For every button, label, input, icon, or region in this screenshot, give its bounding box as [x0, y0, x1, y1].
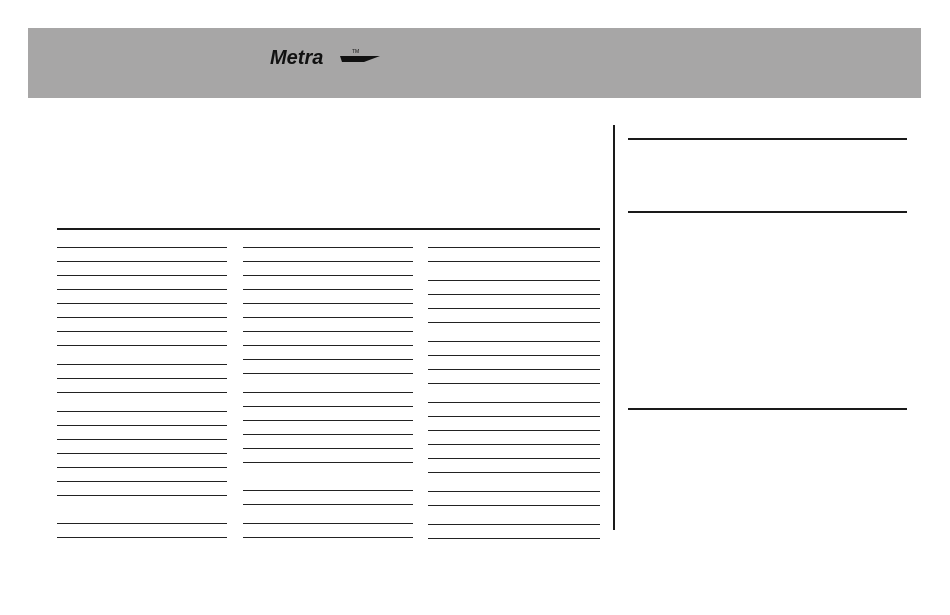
header-band [28, 28, 921, 98]
table-row [57, 275, 227, 276]
table-row [428, 402, 600, 403]
table-row [57, 261, 227, 262]
table-row [57, 495, 227, 496]
right-section-rule-1 [628, 138, 907, 140]
table-row [243, 434, 413, 435]
table-row [57, 411, 227, 412]
table-row [57, 289, 227, 290]
table-row [57, 345, 227, 346]
column-divider [613, 125, 615, 530]
logo-trademark: TM [352, 49, 360, 55]
table-row [57, 364, 227, 365]
table-row [428, 416, 600, 417]
left-table-top-rule [57, 228, 600, 230]
table-row [428, 355, 600, 356]
table-row [57, 303, 227, 304]
table-row [428, 247, 600, 248]
table-row [57, 425, 227, 426]
table-row [243, 373, 413, 374]
table-row [57, 331, 227, 332]
table-row [428, 322, 600, 323]
table-row [243, 275, 413, 276]
table-row [57, 247, 227, 248]
table-row [243, 420, 413, 421]
table-row [243, 247, 413, 248]
table-row [57, 378, 227, 379]
table-row [243, 537, 413, 538]
table-row [243, 317, 413, 318]
table-row [243, 523, 413, 524]
table-row [57, 467, 227, 468]
table-row [428, 369, 600, 370]
table-row [57, 453, 227, 454]
right-section-rule-3 [628, 408, 907, 410]
table-row [57, 439, 227, 440]
logo-wordmark: Metra [270, 47, 324, 69]
table-row [428, 444, 600, 445]
table-row [243, 303, 413, 304]
metra-logo [268, 44, 390, 70]
table-row [57, 317, 227, 318]
table-row [57, 481, 227, 482]
table-row [428, 491, 600, 492]
table-row [243, 448, 413, 449]
table-row [243, 504, 413, 505]
table-row [428, 472, 600, 473]
table-row [243, 345, 413, 346]
table-row [243, 331, 413, 332]
table-row [428, 341, 600, 342]
table-row [57, 537, 227, 538]
table-row [57, 523, 227, 524]
table-row [428, 308, 600, 309]
table-row [243, 462, 413, 463]
table-row [243, 261, 413, 262]
table-row [243, 490, 413, 491]
table-row [428, 458, 600, 459]
table-row [428, 524, 600, 525]
right-section-rule-2 [628, 211, 907, 213]
table-row [428, 430, 600, 431]
logo-swoosh [340, 53, 388, 62]
table-row [428, 294, 600, 295]
table-row [243, 392, 413, 393]
table-row [243, 289, 413, 290]
table-row [428, 383, 600, 384]
table-row [428, 538, 600, 539]
table-row [57, 392, 227, 393]
table-row [428, 261, 600, 262]
metra-logo-mark [268, 44, 390, 70]
table-row [243, 359, 413, 360]
table-row [428, 280, 600, 281]
table-row [243, 406, 413, 407]
table-row [428, 505, 600, 506]
